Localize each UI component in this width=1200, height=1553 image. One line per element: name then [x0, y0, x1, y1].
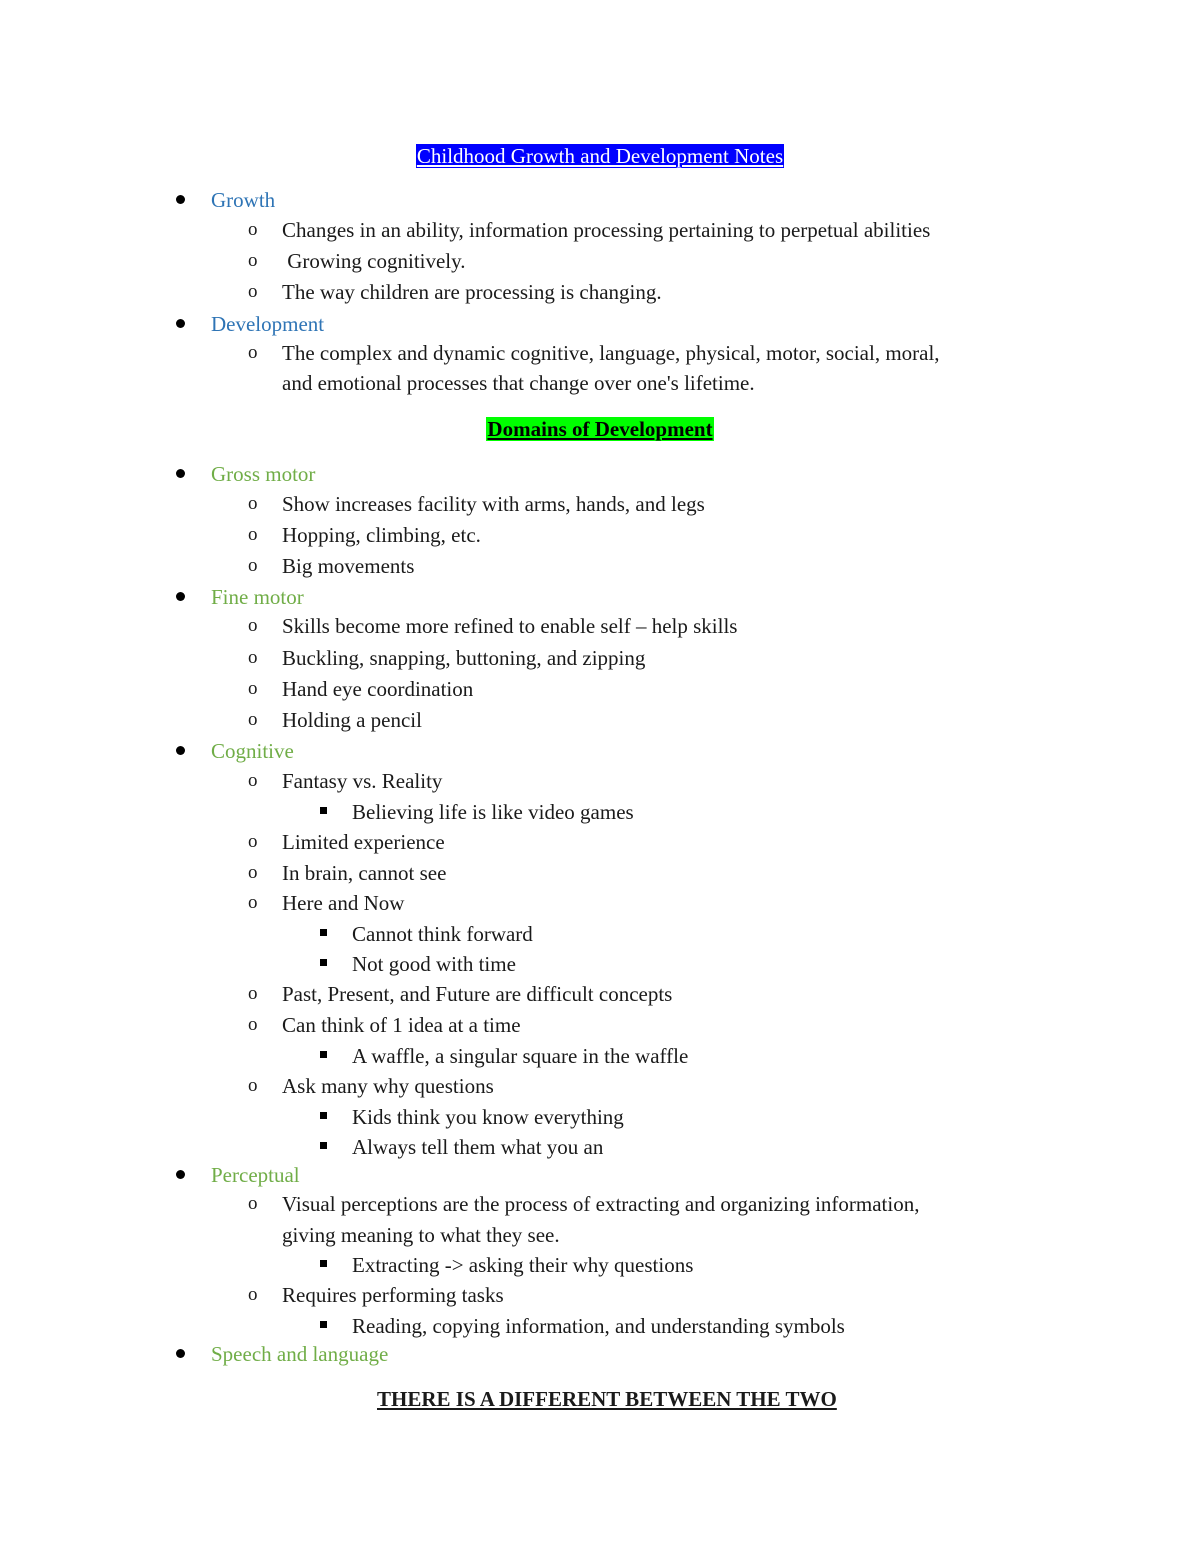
list-item: Growing cognitively. — [282, 249, 466, 273]
bullet-circle: o — [248, 770, 258, 791]
page-title-row — [0, 141, 1200, 171]
bullet-dot — [176, 1349, 185, 1358]
list-item: Hand eye coordination — [282, 677, 474, 701]
list-item: Fantasy vs. Reality — [282, 769, 443, 793]
bullet-circle: o — [248, 342, 258, 363]
bullet-circle: o — [248, 831, 258, 852]
section-heading-development: Development — [211, 312, 325, 336]
list-item: Ask many why questions — [282, 1074, 494, 1098]
section-heading-growth: Growth — [211, 188, 276, 212]
list-item: The complex and dynamic cognitive, language, physical, motor, social, moral, — [282, 341, 940, 365]
bullet-circle: o — [248, 615, 258, 636]
page-title: Childhood Growth and Development Notes — [416, 144, 784, 168]
bullet-dot — [176, 195, 185, 204]
section-heading-gross-motor: Gross motor — [211, 462, 316, 486]
bullet-circle: o — [248, 647, 258, 668]
list-item: Changes in an ability, information processing pertaining to perpetual abilities — [282, 218, 931, 242]
bullet-circle: o — [248, 555, 258, 576]
list-item: The way children are processing is changing. — [282, 280, 662, 304]
sub-list-item: Not good with time — [352, 952, 516, 976]
bullet-dot — [176, 1170, 185, 1179]
section-heading-speech: Speech and language — [211, 1342, 389, 1366]
sub-list-item: Kids think you know everything — [352, 1105, 624, 1129]
list-item: Skills become more refined to enable self – help skills — [282, 614, 738, 638]
domains-title: Domains of Development — [487, 417, 713, 441]
list-item: Limited experience — [282, 830, 445, 854]
bullet-circle: o — [248, 1284, 258, 1305]
closing-statement: THERE IS A DIFFERENT BETWEEN THE TWO — [377, 1387, 837, 1411]
sub-list-item: A waffle, a singular square in the waffle — [352, 1044, 689, 1068]
list-item: In brain, cannot see — [282, 861, 447, 885]
list-item: Here and Now — [282, 891, 405, 915]
bullet-circle: o — [248, 219, 258, 240]
list-item: Requires performing tasks — [282, 1283, 504, 1307]
bullet-dot — [176, 592, 185, 601]
list-item: Big movements — [282, 554, 415, 578]
section-heading-fine-motor: Fine motor — [211, 585, 304, 609]
bullet-dot — [176, 469, 185, 478]
bullet-circle: o — [248, 493, 258, 514]
list-item-continuation: giving meaning to what they see. — [282, 1223, 560, 1247]
domains-title-row — [0, 414, 1200, 444]
sub-list-item: Cannot think forward — [352, 922, 533, 946]
bullet-circle: o — [248, 1075, 258, 1096]
bullet-circle: o — [248, 862, 258, 883]
sub-list-item: Reading, copying information, and understanding symbols — [352, 1314, 845, 1338]
bullet-circle: o — [248, 1014, 258, 1035]
bullet-circle: o — [248, 524, 258, 545]
bullet-circle: o — [248, 678, 258, 699]
bullet-circle: o — [248, 281, 258, 302]
list-item: Hopping, climbing, etc. — [282, 523, 481, 547]
section-heading-cognitive: Cognitive — [211, 739, 294, 763]
sub-list-item: Always tell them what you an — [352, 1135, 604, 1159]
section-heading-perceptual: Perceptual — [211, 1163, 300, 1187]
list-item: Can think of 1 idea at a time — [282, 1013, 521, 1037]
bullet-dot — [176, 319, 185, 328]
bullet-square — [320, 1321, 327, 1328]
list-item: Buckling, snapping, buttoning, and zipping — [282, 646, 646, 670]
bullet-circle: o — [248, 250, 258, 271]
bullet-square — [320, 959, 327, 966]
list-item: Past, Present, and Future are difficult concepts — [282, 982, 673, 1006]
bullet-square — [320, 1142, 327, 1149]
list-item: Show increases facility with arms, hands, and legs — [282, 492, 705, 516]
bullet-square — [320, 807, 327, 814]
bullet-circle: o — [248, 709, 258, 730]
bullet-dot — [176, 746, 185, 755]
bullet-square — [320, 1260, 327, 1267]
list-item: Holding a pencil — [282, 708, 422, 732]
sub-list-item: Believing life is like video games — [352, 800, 634, 824]
bullet-circle: o — [248, 1193, 258, 1214]
bullet-circle: o — [248, 892, 258, 913]
list-item-continuation: and emotional processes that change over one's lifetime. — [282, 371, 755, 395]
bullet-square — [320, 1112, 327, 1119]
sub-list-item: Extracting -> asking their why questions — [352, 1253, 694, 1277]
bullet-square — [320, 929, 327, 936]
bullet-square — [320, 1051, 327, 1058]
bullet-circle: o — [248, 983, 258, 1004]
list-item: Visual perceptions are the process of extracting and organizing information, — [282, 1192, 920, 1216]
